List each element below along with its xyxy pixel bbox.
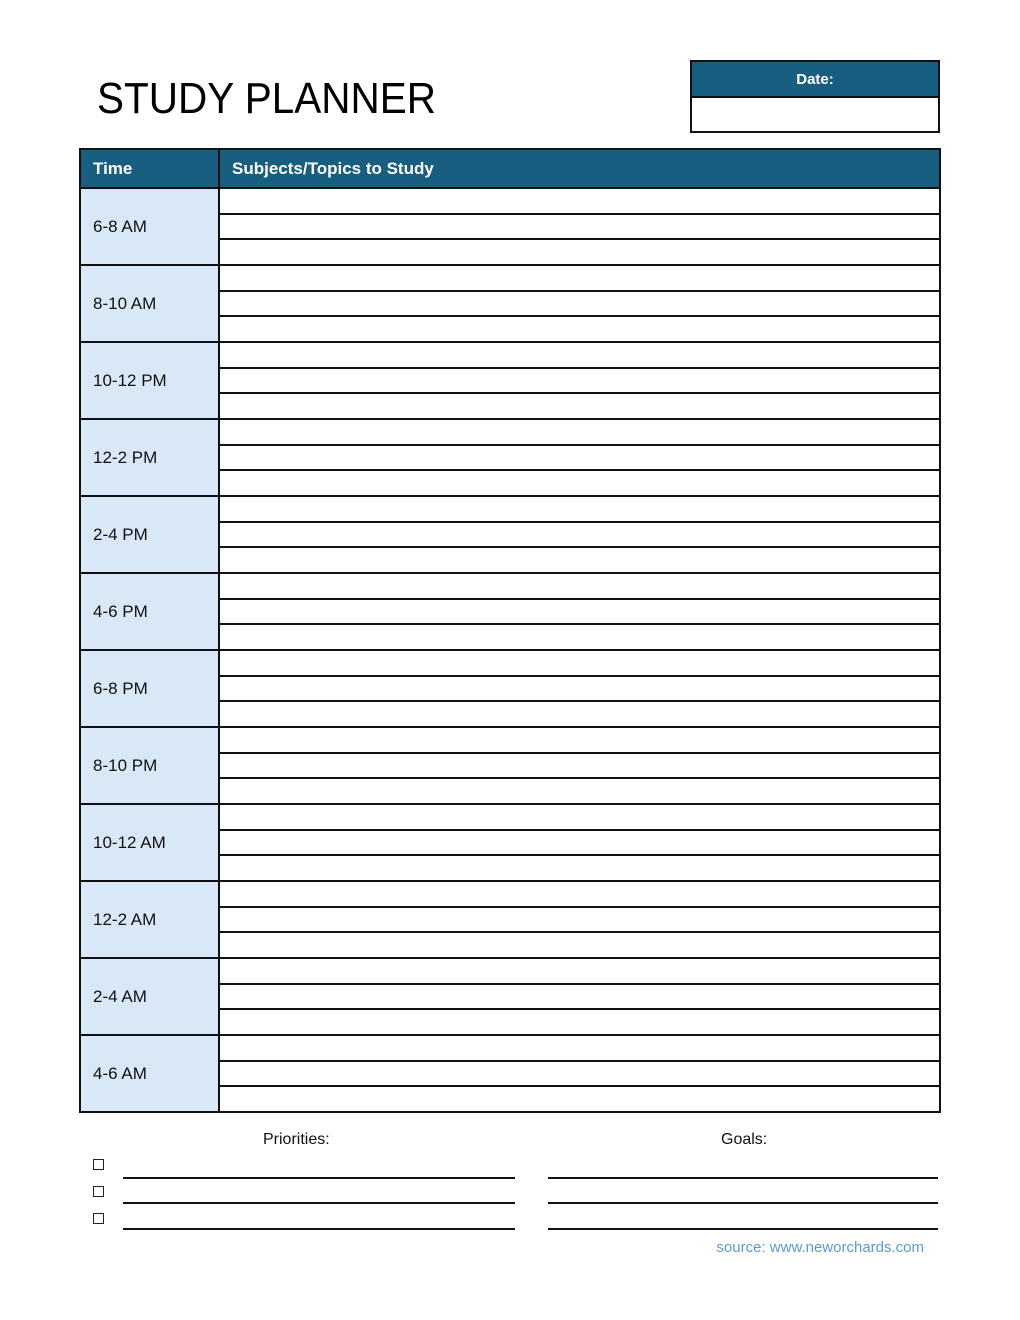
subject-entry-line[interactable] <box>220 677 939 703</box>
source-link[interactable]: source: www.neworchards.com <box>716 1239 924 1256</box>
subject-entry-line[interactable] <box>220 933 939 957</box>
time-slot-row <box>81 805 939 882</box>
time-slot-label: 12-2 PM <box>81 420 220 495</box>
table-header <box>81 150 939 189</box>
time-slot-label: 6-8 PM <box>81 651 220 726</box>
time-slot-label: 12-2 AM <box>81 882 220 957</box>
subject-entry-line[interactable] <box>220 1036 939 1062</box>
time-slot-label: 6-8 AM <box>81 189 220 264</box>
subject-lines <box>220 1036 939 1111</box>
goals-label: Goals: <box>721 1131 768 1148</box>
time-slots <box>81 189 939 1111</box>
time-slot-label: 10-12 PM <box>81 343 220 418</box>
priority-line-3[interactable] <box>123 1228 515 1230</box>
time-slot-row <box>81 189 939 266</box>
time-slot-label: 8-10 AM <box>81 266 220 341</box>
subject-entry-line[interactable] <box>220 754 939 780</box>
time-slot-row <box>81 343 939 420</box>
subject-lines <box>220 343 939 418</box>
time-slot-label: 2-4 AM <box>81 959 220 1034</box>
subject-lines <box>220 189 939 264</box>
subject-entry-line[interactable] <box>220 600 939 626</box>
time-slot-row <box>81 1036 939 1111</box>
subject-entry-line[interactable] <box>220 420 939 446</box>
subject-entry-line[interactable] <box>220 189 939 215</box>
time-slot-label: 4-6 PM <box>81 574 220 649</box>
date-label: Date: <box>692 62 938 98</box>
subject-entry-line[interactable] <box>220 266 939 292</box>
subject-lines <box>220 266 939 341</box>
priority-line-1[interactable] <box>123 1177 515 1179</box>
goal-line-3[interactable] <box>548 1228 938 1230</box>
time-slot-row <box>81 728 939 805</box>
time-slot-label: 2-4 PM <box>81 497 220 572</box>
subject-lines <box>220 574 939 649</box>
subject-lines <box>220 497 939 572</box>
goal-line-1[interactable] <box>548 1177 938 1179</box>
priorities-label: Priorities: <box>263 1131 330 1148</box>
subject-entry-line[interactable] <box>220 882 939 908</box>
subject-entry-line[interactable] <box>220 1062 939 1088</box>
time-slot-row <box>81 266 939 343</box>
subject-entry-line[interactable] <box>220 728 939 754</box>
priority-checkbox-3[interactable] <box>93 1213 104 1224</box>
time-slot-label: 4-6 AM <box>81 1036 220 1111</box>
subject-entry-line[interactable] <box>220 523 939 549</box>
subject-entry-line[interactable] <box>220 548 939 572</box>
time-slot-row <box>81 882 939 959</box>
subject-entry-line[interactable] <box>220 1010 939 1034</box>
subject-entry-line[interactable] <box>220 959 939 985</box>
priority-checkbox-1[interactable] <box>93 1159 104 1170</box>
subject-entry-line[interactable] <box>220 317 939 341</box>
subject-entry-line[interactable] <box>220 471 939 495</box>
subject-entry-line[interactable] <box>220 625 939 649</box>
time-slot-row <box>81 497 939 574</box>
date-field[interactable] <box>692 98 938 131</box>
subject-entry-line[interactable] <box>220 856 939 880</box>
subject-entry-line[interactable] <box>220 343 939 369</box>
page-title: STUDY PLANNER <box>97 74 436 123</box>
subject-entry-line[interactable] <box>220 985 939 1011</box>
priority-line-2[interactable] <box>123 1202 515 1204</box>
time-slot-label: 8-10 PM <box>81 728 220 803</box>
subject-entry-line[interactable] <box>220 779 939 803</box>
time-slot-label: 10-12 AM <box>81 805 220 880</box>
time-slot-row <box>81 574 939 651</box>
date-box <box>690 60 940 133</box>
time-slot-row <box>81 420 939 497</box>
subject-entry-line[interactable] <box>220 1087 939 1111</box>
subject-lines <box>220 728 939 803</box>
study-planner-table <box>79 148 941 1113</box>
subject-entry-line[interactable] <box>220 497 939 523</box>
time-slot-row <box>81 651 939 728</box>
subject-entry-line[interactable] <box>220 831 939 857</box>
subject-entry-line[interactable] <box>220 702 939 726</box>
subject-entry-line[interactable] <box>220 574 939 600</box>
header-time: Time <box>81 150 220 187</box>
header-subjects: Subjects/Topics to Study <box>232 158 434 178</box>
subject-lines <box>220 959 939 1034</box>
subject-entry-line[interactable] <box>220 908 939 934</box>
subject-lines <box>220 651 939 726</box>
subject-entry-line[interactable] <box>220 805 939 831</box>
subject-entry-line[interactable] <box>220 369 939 395</box>
subject-entry-line[interactable] <box>220 292 939 318</box>
subject-entry-line[interactable] <box>220 651 939 677</box>
subject-lines <box>220 805 939 880</box>
goal-line-2[interactable] <box>548 1202 938 1204</box>
priority-checkbox-2[interactable] <box>93 1186 104 1197</box>
subject-lines <box>220 420 939 495</box>
subject-entry-line[interactable] <box>220 240 939 264</box>
subject-entry-line[interactable] <box>220 394 939 418</box>
time-slot-row <box>81 959 939 1036</box>
subject-lines <box>220 882 939 957</box>
subject-entry-line[interactable] <box>220 215 939 241</box>
subject-entry-line[interactable] <box>220 446 939 472</box>
